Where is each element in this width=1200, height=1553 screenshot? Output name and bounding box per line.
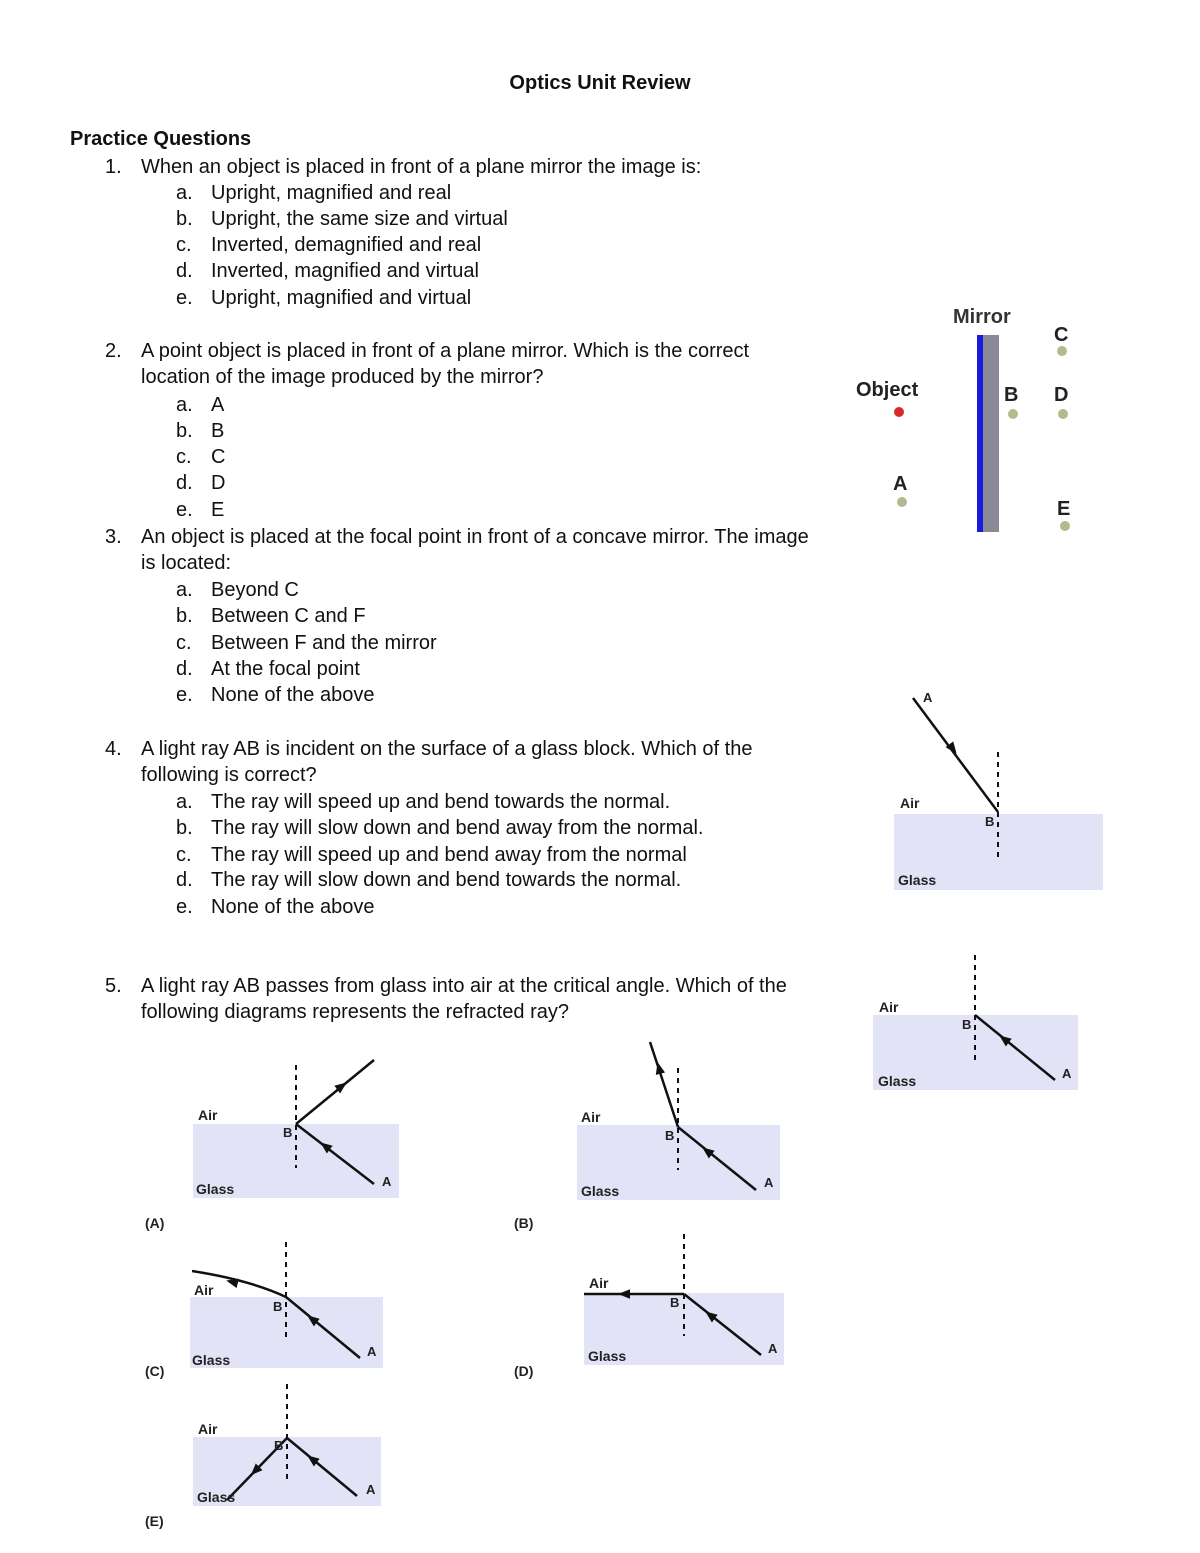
option-letter: d. [176, 658, 193, 680]
point-dot-c [1057, 346, 1067, 356]
option-letter: c. [176, 234, 192, 256]
point-label-e: E [1057, 498, 1071, 520]
option-text: None of the above [211, 896, 375, 918]
glass-label: Glass [588, 1348, 627, 1364]
question-text: When an object is placed in front of a plane mirror the image is: [141, 156, 702, 178]
option-text: C [211, 446, 226, 468]
option-letter: b. [176, 605, 193, 627]
option-letter: c. [176, 446, 192, 468]
option-letter: b. [176, 208, 193, 230]
ray-label-b: B [670, 1295, 680, 1310]
ray-label-a: A [382, 1174, 392, 1189]
ray-label-b: B [273, 1299, 283, 1314]
section-heading: Practice Questions [70, 128, 252, 150]
answer-diagram-c [145, 1242, 383, 1379]
question-number: 1. [105, 156, 122, 178]
question-text: An object is placed at the focal point in front of a concave mirror. The image is located: [141, 526, 809, 574]
point-label-b: B [1004, 384, 1019, 406]
glass-label: Glass [878, 1073, 917, 1089]
air-label: Air [198, 1421, 218, 1437]
option-text: Inverted, demagnified and real [211, 234, 482, 256]
answer-diagram-b [514, 1042, 780, 1231]
option-letter: e. [176, 499, 193, 521]
answer-diagram-a [145, 1060, 399, 1231]
air-label: Air [198, 1107, 218, 1123]
mirror-front [977, 335, 983, 532]
refracted-ray [296, 1060, 374, 1124]
ray-label-b: B [283, 1125, 293, 1140]
option-letter: e. [176, 684, 193, 706]
option-text: The ray will slow down and bend away from the normal. [211, 817, 704, 839]
mirror-label: Mirror [953, 306, 1011, 328]
question-number: 4. [105, 738, 122, 760]
option-text: Upright, the same size and virtual [211, 208, 508, 230]
option-text: E [211, 499, 225, 521]
question-text: A light ray AB passes from glass into air at the critical angle. Which of the following diagrams represents the refracted ray? [141, 975, 787, 1023]
diagram-label: (C) [145, 1363, 165, 1379]
ray-arrow [232, 1282, 236, 1283]
ray-ab [913, 698, 998, 812]
ray-arrow [338, 1086, 342, 1089]
page-title: Optics Unit Review [509, 72, 691, 94]
option-text: Upright, magnified and virtual [211, 287, 472, 309]
question-number: 2. [105, 340, 122, 362]
option-letter: a. [176, 394, 193, 416]
option-letter: c. [176, 844, 192, 866]
option-text: The ray will slow down and bend towards the normal. [211, 869, 682, 891]
ray-label-a: A [764, 1175, 774, 1190]
option-text: Beyond C [211, 579, 299, 601]
option-text: None of the above [211, 684, 375, 706]
ray-label-a: A [768, 1341, 778, 1356]
option-text: B [211, 420, 225, 442]
option-text: Between C and F [211, 605, 366, 627]
point-dot-e [1060, 521, 1070, 531]
question-number: 3. [105, 526, 122, 548]
option-letter: e. [176, 287, 193, 309]
answer-diagram-e [145, 1384, 381, 1529]
option-letter: a. [176, 791, 193, 813]
glass-label: Glass [197, 1489, 236, 1505]
option-text: The ray will speed up and bend towards the normal. [211, 791, 671, 813]
q4-ray-diagram [894, 690, 1103, 890]
diagram-label: (E) [145, 1513, 164, 1529]
ray-arrow [659, 1068, 660, 1072]
glass-label: Glass [192, 1352, 231, 1368]
question-number: 5. [105, 975, 122, 997]
air-label: Air [879, 999, 899, 1015]
option-text: D [211, 472, 226, 494]
ray-label-a: A [366, 1482, 376, 1497]
ray-label-a: A [367, 1344, 377, 1359]
refracted-ray [650, 1042, 678, 1127]
diagram-label: (B) [514, 1215, 534, 1231]
diagram-label: (A) [145, 1215, 165, 1231]
option-text: The ray will speed up and bend away from the normal [211, 844, 687, 866]
question-text: A light ray AB is incident on the surface of a glass block. Which of the following is correct? [141, 738, 753, 786]
point-dot-a [897, 497, 907, 507]
answer-diagram-d [514, 1234, 784, 1379]
q5-ray-diagram [873, 955, 1078, 1090]
option-letter: e. [176, 896, 193, 918]
point-dot-b [1008, 409, 1018, 419]
option-letter: a. [176, 182, 193, 204]
ray-label-b: B [962, 1017, 972, 1032]
option-text: Upright, magnified and real [211, 182, 452, 204]
air-label: Air [194, 1282, 214, 1298]
object-label: Object [856, 379, 919, 401]
question-text: A point object is placed in front of a plane mirror. Which is the correct location of the image produced by the mirror? [141, 340, 750, 388]
option-letter: d. [176, 869, 193, 891]
glass-label: Glass [196, 1181, 235, 1197]
air-label: Air [900, 795, 920, 811]
option-text: A [211, 394, 225, 416]
ray-label-b: B [274, 1438, 284, 1453]
ray-label-b: B [665, 1128, 675, 1143]
point-label-d: D [1054, 384, 1069, 406]
glass-label: Glass [898, 872, 937, 888]
glass-label: Glass [581, 1183, 620, 1199]
option-letter: b. [176, 420, 193, 442]
option-letter: b. [176, 817, 193, 839]
air-label: Air [589, 1275, 609, 1291]
point-dot-d [1058, 409, 1068, 419]
option-letter: d. [176, 260, 193, 282]
air-label: Air [581, 1109, 601, 1125]
option-letter: d. [176, 472, 193, 494]
option-text: Inverted, magnified and virtual [211, 260, 479, 282]
mirror-back [983, 335, 999, 532]
object-dot [894, 407, 904, 417]
point-label-c: C [1054, 324, 1069, 346]
ray-label-b: B [985, 814, 995, 829]
option-letter: a. [176, 579, 193, 601]
point-label-a: A [893, 473, 908, 495]
ray-label-a: A [1062, 1066, 1072, 1081]
option-text: Between F and the mirror [211, 632, 437, 654]
mirror-diagram [856, 306, 1070, 532]
option-text: At the focal point [211, 658, 360, 680]
option-letter: c. [176, 632, 192, 654]
ray-label-a: A [923, 690, 933, 705]
diagram-label: (D) [514, 1363, 534, 1379]
